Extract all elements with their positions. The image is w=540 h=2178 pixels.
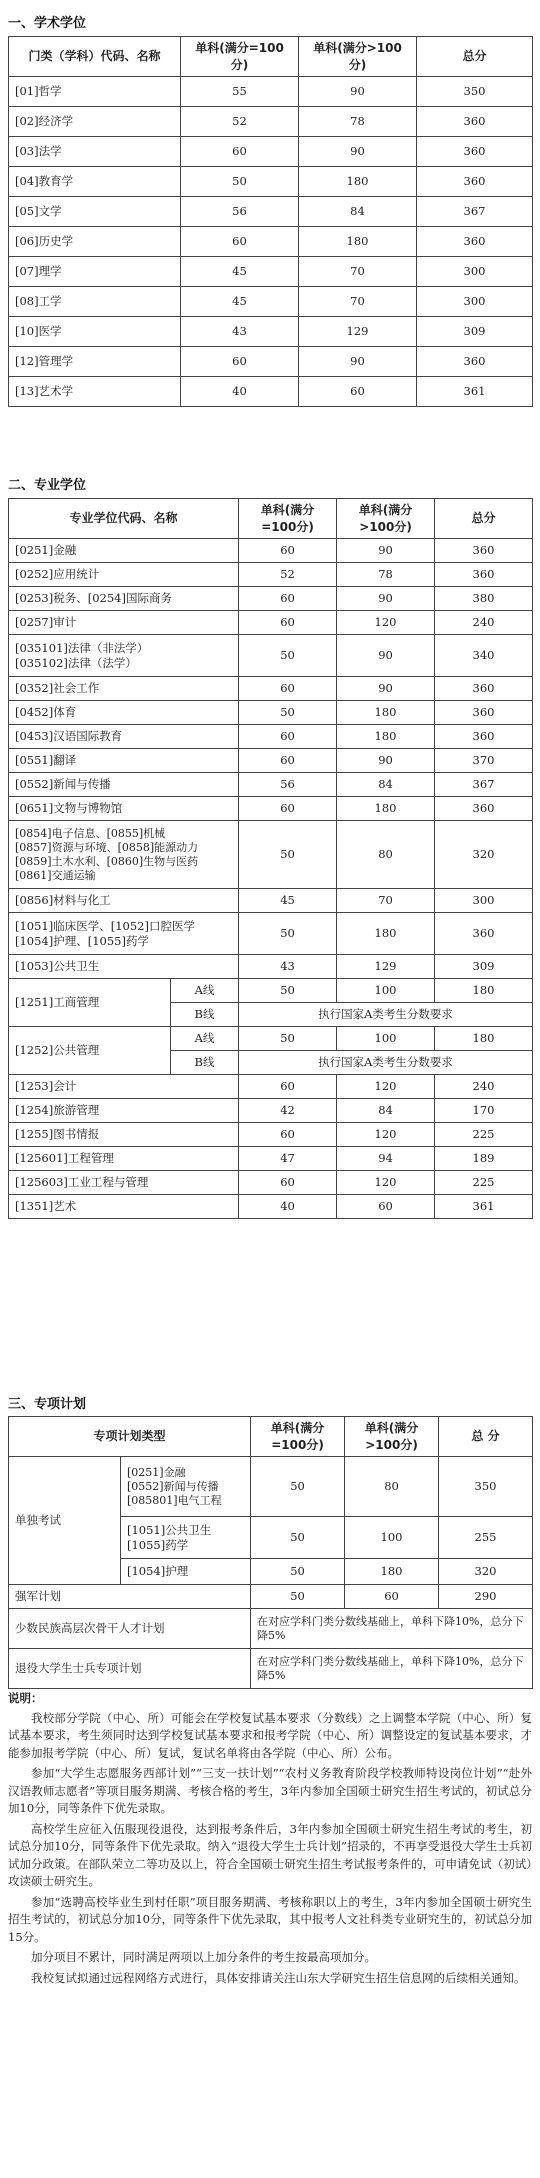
table-row (9, 1457, 533, 1517)
value-cell: 225 (435, 1171, 533, 1195)
value-cell: 60 (239, 725, 337, 749)
program-cell: [0251]金融 [0552]新闻与传播 [085801]电气工程 (121, 1457, 251, 1517)
value-cell: 180 (337, 701, 435, 725)
value-cell: 50 (239, 821, 337, 889)
program-cell: [125603]工业工程与管理 (9, 1171, 239, 1195)
value-cell: 60 (239, 587, 337, 611)
program-cell: [0257]审计 (9, 611, 239, 635)
professional-degree-rows (9, 539, 533, 1219)
table-header-row (9, 499, 533, 539)
value-cell: 84 (337, 1099, 435, 1123)
value-cell: 255 (439, 1517, 533, 1559)
value-cell: 300 (417, 287, 533, 317)
header-single-100: 单科(满分=100分) (251, 1417, 345, 1457)
value-cell: 60 (181, 347, 299, 377)
value-cell: 43 (239, 955, 337, 979)
table-row (9, 1649, 533, 1689)
program-cell: [0253]税务、[0254]国际商务 (9, 587, 239, 611)
value-cell: 84 (299, 197, 417, 227)
value-cell: 45 (239, 889, 337, 913)
program-cell: [06]历史学 (9, 227, 181, 257)
program-cell: [1254]旅游管理 (9, 1099, 239, 1123)
value-cell: 361 (435, 1195, 533, 1219)
value-cell: 60 (239, 611, 337, 635)
minority-plan-note: 在对应学科门类分数线基础上，单科下降10%，总分下降5% (251, 1609, 533, 1649)
value-cell: 50 (239, 1027, 337, 1051)
value-cell: 360 (435, 563, 533, 587)
section-special-title: 三、专项计划 (8, 1397, 87, 1412)
value-cell: 90 (299, 77, 417, 107)
table-row (9, 1075, 533, 1099)
value-cell: 360 (435, 677, 533, 701)
line-label: A线 (171, 1027, 239, 1051)
header-total: 总分 (417, 37, 533, 77)
program-cell: [1351]艺术 (9, 1195, 239, 1219)
minority-plan-label: 少数民族高层次骨干人才计划 (9, 1609, 251, 1649)
value-cell: 60 (299, 377, 417, 407)
program-cell: [1054]护理 (121, 1559, 251, 1585)
table-row (9, 821, 533, 889)
value-cell: 70 (337, 889, 435, 913)
table-row (9, 1027, 533, 1051)
value-cell: 90 (337, 539, 435, 563)
note-paragraph: 参加“选聘高校毕业生到村任职”项目服务期满、考核称职以上的考生，3年内参加全国硕士研究生招生考试的，初试总分加10分，同等条件下优先录取，其中报考人文社科类专业研究生的，初试总分加15分。 (8, 1894, 532, 1944)
value-cell: 240 (435, 1075, 533, 1099)
value-cell: 56 (239, 773, 337, 797)
value-cell: 90 (337, 677, 435, 701)
program-cell: [1053]公共卫生 (9, 955, 239, 979)
value-cell: 380 (435, 587, 533, 611)
note-paragraph: 加分项目不累计，同时满足两项以上加分条件的考生按最高项加分。 (31, 1950, 376, 1964)
value-cell: 90 (299, 347, 417, 377)
value-cell: 45 (181, 257, 299, 287)
value-cell: 367 (417, 197, 533, 227)
table-row (9, 797, 533, 821)
value-cell: 189 (435, 1147, 533, 1171)
value-cell: 340 (435, 635, 533, 677)
value-cell: 240 (435, 611, 533, 635)
table-row (9, 1171, 533, 1195)
value-cell: 100 (345, 1517, 439, 1559)
value-cell: 370 (435, 749, 533, 773)
line-label: A线 (171, 979, 239, 1003)
academic-degree-table (8, 36, 533, 407)
table-row (9, 563, 533, 587)
value-cell: 120 (337, 1123, 435, 1147)
value-cell: 80 (337, 821, 435, 889)
value-cell: 42 (239, 1099, 337, 1123)
note-paragraph: 参加“大学生志愿服务西部计划”“三支一扶计划”“农村义务教育阶段学校教师特设岗位计划”“赴外汉语教师志愿者”等项目服务期满、考核合格的考生，3年内参加全国硕士研究生招生考试的，初试总分加10分，同等条件下优先录取。 (8, 1766, 532, 1815)
value-cell: 350 (417, 77, 533, 107)
value-cell: 360 (435, 913, 533, 955)
single-exam-label: 单独考试 (9, 1457, 121, 1585)
table-row (9, 257, 533, 287)
note-paragraph: 我校复试拟通过远程网络方式进行，具体安排请关注山东大学研究生招生信息网的后续相关通知。 (31, 1970, 526, 1985)
value-cell: 120 (337, 1075, 435, 1099)
value-cell: 50 (251, 1585, 345, 1609)
table-row (9, 377, 533, 407)
value-cell: 180 (435, 1027, 533, 1051)
program-cell: [035101]法律（非法学） [035102]法律（法学） (9, 635, 239, 677)
table-row (9, 107, 533, 137)
academic-degree-rows (9, 77, 533, 407)
value-cell: 180 (299, 227, 417, 257)
value-cell: 60 (239, 1123, 337, 1147)
program-cell: [08]工学 (9, 287, 181, 317)
value-cell: 50 (251, 1457, 345, 1517)
program-cell: [0552]新闻与传播 (9, 773, 239, 797)
value-cell: 50 (239, 913, 337, 955)
notes-label: 说明： (8, 1691, 43, 1705)
program-cell: [07]理学 (9, 257, 181, 287)
value-cell: 45 (181, 287, 299, 317)
table-row (9, 1123, 533, 1147)
table-row (9, 77, 533, 107)
value-cell: 50 (251, 1559, 345, 1585)
table-row (9, 1585, 533, 1609)
section-professional-title: 二、专业学位 (8, 478, 87, 493)
value-cell: 50 (181, 167, 299, 197)
value-cell: 120 (337, 611, 435, 635)
program-cell: [05]文学 (9, 197, 181, 227)
header-single-over-100: 单科(满分>100分) (299, 37, 417, 77)
table-row (9, 317, 533, 347)
value-cell: 60 (337, 1195, 435, 1219)
program-cell: [1251]工商管理 (9, 979, 171, 1027)
table-header-row (9, 37, 533, 77)
program-cell: [0252]应用统计 (9, 563, 239, 587)
value-cell: 90 (299, 137, 417, 167)
value-cell: 43 (181, 317, 299, 347)
professional-degree-table (8, 498, 533, 1219)
table-row (9, 167, 533, 197)
value-cell: 360 (417, 167, 533, 197)
table-row (9, 539, 533, 563)
program-cell: [0856]材料与化工 (9, 889, 239, 913)
value-cell: 52 (239, 563, 337, 587)
line-label: B线 (171, 1003, 239, 1027)
value-cell: 50 (251, 1517, 345, 1559)
strong-army-label: 强军计划 (9, 1585, 251, 1609)
program-cell: [0452]体育 (9, 701, 239, 725)
value-cell: 60 (239, 677, 337, 701)
value-cell: 94 (337, 1147, 435, 1171)
table-row (9, 197, 533, 227)
notes-block (8, 1690, 532, 1987)
value-cell: 55 (181, 77, 299, 107)
value-cell: 120 (337, 1171, 435, 1195)
value-cell: 180 (337, 913, 435, 955)
value-cell: 360 (435, 725, 533, 749)
note-paragraph: 我校部分学院（中心、所）可能会在学校复试基本要求（分数线）之上调整本学院（中心、所）复试基本要求，考生须同时达到学校复试基本要求和报考学院（中心、所）调整设定的复试基本要求，才能参加报考学院（中心、所）复试，复试名单将由各学院（中心、所）公布。 (8, 1710, 532, 1760)
program-cell: [1253]会计 (9, 1075, 239, 1099)
header-single-100: 单科(满分=100分) (181, 37, 299, 77)
value-cell: 70 (299, 287, 417, 317)
header-program: 专业学位代码、名称 (9, 499, 239, 539)
value-cell: 50 (239, 635, 337, 677)
table-header-row (9, 1417, 533, 1457)
value-cell: 60 (239, 749, 337, 773)
value-cell: 60 (239, 1171, 337, 1195)
table-row (9, 137, 533, 167)
table-row (9, 1609, 533, 1649)
value-cell: 47 (239, 1147, 337, 1171)
value-cell: 180 (435, 979, 533, 1003)
header-total: 总 分 (439, 1417, 533, 1457)
special-plan-table (8, 1416, 533, 1689)
table-row (9, 347, 533, 377)
table-row (9, 701, 533, 725)
program-cell: [125601]工程管理 (9, 1147, 239, 1171)
program-cell: [0551]翻译 (9, 749, 239, 773)
value-cell: 80 (345, 1457, 439, 1517)
program-cell: [1252]公共管理 (9, 1027, 171, 1075)
value-cell: 52 (181, 107, 299, 137)
value-cell: 360 (435, 539, 533, 563)
table-row (9, 677, 533, 701)
program-cell: [0854]电子信息、[0855]机械 [0857]资源与环境、[0858]能源动力 [0859]土木水利、[0860]生物与医药 [0861]交通运输 (9, 821, 239, 889)
value-cell: 84 (337, 773, 435, 797)
table-row (9, 611, 533, 635)
value-cell: 129 (337, 955, 435, 979)
value-cell: 360 (435, 701, 533, 725)
program-cell: [01]哲学 (9, 77, 181, 107)
value-cell: 309 (417, 317, 533, 347)
value-cell: 60 (345, 1585, 439, 1609)
value-cell: 40 (239, 1195, 337, 1219)
value-cell: 360 (417, 107, 533, 137)
table-row (9, 913, 533, 955)
program-cell: [1051]公共卫生 [1055]药学 (121, 1517, 251, 1559)
program-cell: [03]法学 (9, 137, 181, 167)
value-cell: 90 (337, 749, 435, 773)
line-label: B线 (171, 1051, 239, 1075)
line-note: 执行国家A类考生分数要求 (239, 1051, 533, 1075)
table-row (9, 773, 533, 797)
value-cell: 100 (337, 1027, 435, 1051)
table-row (9, 227, 533, 257)
line-note: 执行国家A类考生分数要求 (239, 1003, 533, 1027)
table-row (9, 1195, 533, 1219)
header-plan-type: 专项计划类型 (9, 1417, 251, 1457)
value-cell: 56 (181, 197, 299, 227)
table-row (9, 287, 533, 317)
program-cell: [0251]金融 (9, 539, 239, 563)
value-cell: 180 (345, 1559, 439, 1585)
value-cell: 50 (239, 979, 337, 1003)
value-cell: 60 (239, 797, 337, 821)
value-cell: 300 (417, 257, 533, 287)
note-paragraph: 高校学生应征入伍服现役退役，达到报考条件后，3年内参加全国硕士研究生招生考试的考生，初试总分加10分，同等条件下优先录取。纳入“退役大学生士兵计划”招录的，不再享受退役大学生士兵初试加分政策。在部队荣立二等功及以上，符合全国硕士研究生招生考试报考条件的，可申请免试（初试）攻读硕士研究生。 (8, 1821, 532, 1888)
value-cell: 90 (337, 587, 435, 611)
table-row (9, 889, 533, 913)
value-cell: 180 (299, 167, 417, 197)
value-cell: 78 (299, 107, 417, 137)
value-cell: 100 (337, 979, 435, 1003)
value-cell: 170 (435, 1099, 533, 1123)
program-cell: [0651]文物与博物馆 (9, 797, 239, 821)
program-cell: [0352]社会工作 (9, 677, 239, 701)
header-single-over-100: 单科(满分>100分) (337, 499, 435, 539)
value-cell: 180 (337, 797, 435, 821)
value-cell: 180 (337, 725, 435, 749)
value-cell: 320 (439, 1559, 533, 1585)
value-cell: 60 (181, 227, 299, 257)
table-row (9, 749, 533, 773)
value-cell: 129 (299, 317, 417, 347)
veteran-plan-label: 退役大学生士兵专项计划 (9, 1649, 251, 1689)
value-cell: 360 (417, 347, 533, 377)
program-cell: [1051]临床医学、[1052]口腔医学 [1054]护理、[1055]药学 (9, 913, 239, 955)
value-cell: 90 (337, 635, 435, 677)
table-row (9, 635, 533, 677)
program-cell: [1255]图书情报 (9, 1123, 239, 1147)
program-cell: [02]经济学 (9, 107, 181, 137)
header-single-100: 单科(满分=100分) (239, 499, 337, 539)
veteran-plan-note: 在对应学科门类分数线基础上，单科下降10%，总分下降5% (251, 1649, 533, 1689)
value-cell: 60 (181, 137, 299, 167)
value-cell: 60 (239, 539, 337, 563)
value-cell: 70 (299, 257, 417, 287)
value-cell: 78 (337, 563, 435, 587)
header-total: 总分 (435, 499, 533, 539)
program-cell: [13]艺术学 (9, 377, 181, 407)
value-cell: 361 (417, 377, 533, 407)
table-row (9, 979, 533, 1003)
value-cell: 50 (239, 701, 337, 725)
value-cell: 225 (435, 1123, 533, 1147)
value-cell: 309 (435, 955, 533, 979)
program-cell: [10]医学 (9, 317, 181, 347)
program-cell: [12]管理学 (9, 347, 181, 377)
value-cell: 320 (435, 821, 533, 889)
table-row (9, 725, 533, 749)
value-cell: 300 (435, 889, 533, 913)
program-cell: [04]教育学 (9, 167, 181, 197)
table-row (9, 955, 533, 979)
table-row (9, 1147, 533, 1171)
table-row (9, 1099, 533, 1123)
value-cell: 367 (435, 773, 533, 797)
value-cell: 360 (417, 137, 533, 167)
value-cell: 290 (439, 1585, 533, 1609)
program-cell: [0453]汉语国际教育 (9, 725, 239, 749)
value-cell: 360 (417, 227, 533, 257)
header-single-over-100: 单科(满分>100分) (345, 1417, 439, 1457)
header-category: 门类（学科）代码、名称 (9, 37, 181, 77)
table-row (9, 587, 533, 611)
value-cell: 360 (435, 797, 533, 821)
value-cell: 350 (439, 1457, 533, 1517)
section-academic-title: 一、学术学位 (8, 16, 87, 31)
value-cell: 40 (181, 377, 299, 407)
value-cell: 60 (239, 1075, 337, 1099)
